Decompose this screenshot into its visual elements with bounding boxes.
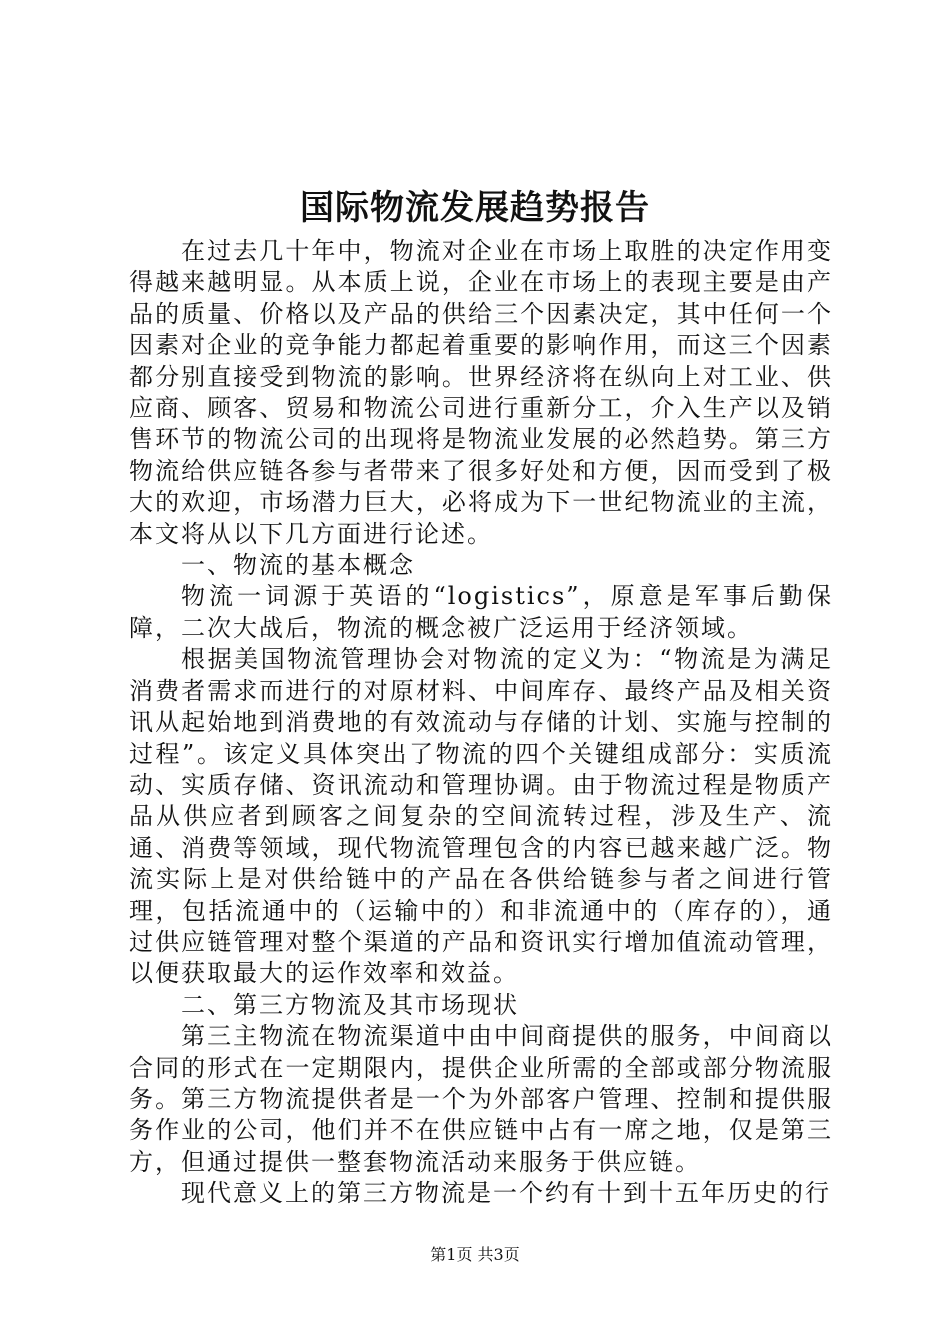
- document-title: 国际物流发展趋势报告: [300, 188, 650, 228]
- paragraph: 现代意义上的第三方物流是一个约有十到十五年历史的行: [181, 1179, 831, 1208]
- paragraph: 物流一词源于英语的“logistics”，原意是军事后勤保障，二次大战后，物流的概念被广泛运用于经济领域。: [129, 582, 833, 642]
- document-body: [129, 236, 833, 1210]
- page-number-footer: 第1页 共3页: [430, 1245, 520, 1264]
- paragraph-intro: 在过去几十年中，物流对企业在市场上取胜的决定作用变得越来越明显。从本质上说，企业在市场上的表现主要是由产品的质量、价格以及产品的供给三个因素决定，其中任何一个因素对企业的竞争能力都起着重要的影响作用，而这三个因素都分别直接受到物流的影响。世界经济将在纵向上对工业、供应商、顾客、贸易和物流公司进行重新分工，介入生产以及销售环节的物流公司的出现将是物流业发展的必然趋势。第三方物流给供应链各参与者带来了很多好处和方便，因而受到了极大的欢迎，市场潜力巨大，必将成为下一世纪物流业的主流，本文将从以下几方面进行论述。: [129, 237, 833, 548]
- section-heading-1: 一、物流的基本概念: [181, 551, 415, 580]
- paragraph: 根据美国物流管理协会对物流的定义为：“物流是为满足消费者需求而进行的对原材料、中间库存、最终产品及相关资讯从起始地到消费地的有效流动与存储的计划、实施与控制的过程”。该定义具体突出了物流的四个关键组成部分：实质流动、实质存储、资讯流动和管理协调。由于物流过程是物质产品从供应者到顾客之间复杂的空间流转过程，涉及生产、流通、消费等领域，现代物流管理包含的内容已越来越广泛。物流实际上是对供给链中的产品在各供给链参与者之间进行管理，包括流通中的（运输中的）和非流通中的（库存的），通过供应链管理对整个渠道的产品和资讯实行增加值流动管理，以便获取最大的运作效率和效益。: [129, 645, 833, 988]
- paragraph: 第三主物流在物流渠道中由中间商提供的服务，中间商以合同的形式在一定期限内，提供企业所需的全部或部分物流服务。第三方物流提供者是一个为外部客户管理、控制和提供服务作业的公司，他们并不在供应链中占有一席之地，仅是第三方，但通过提供一整套物流活动来服务于供应链。: [129, 1022, 833, 1176]
- section-heading-2: 二、第三方物流及其市场现状: [181, 990, 519, 1019]
